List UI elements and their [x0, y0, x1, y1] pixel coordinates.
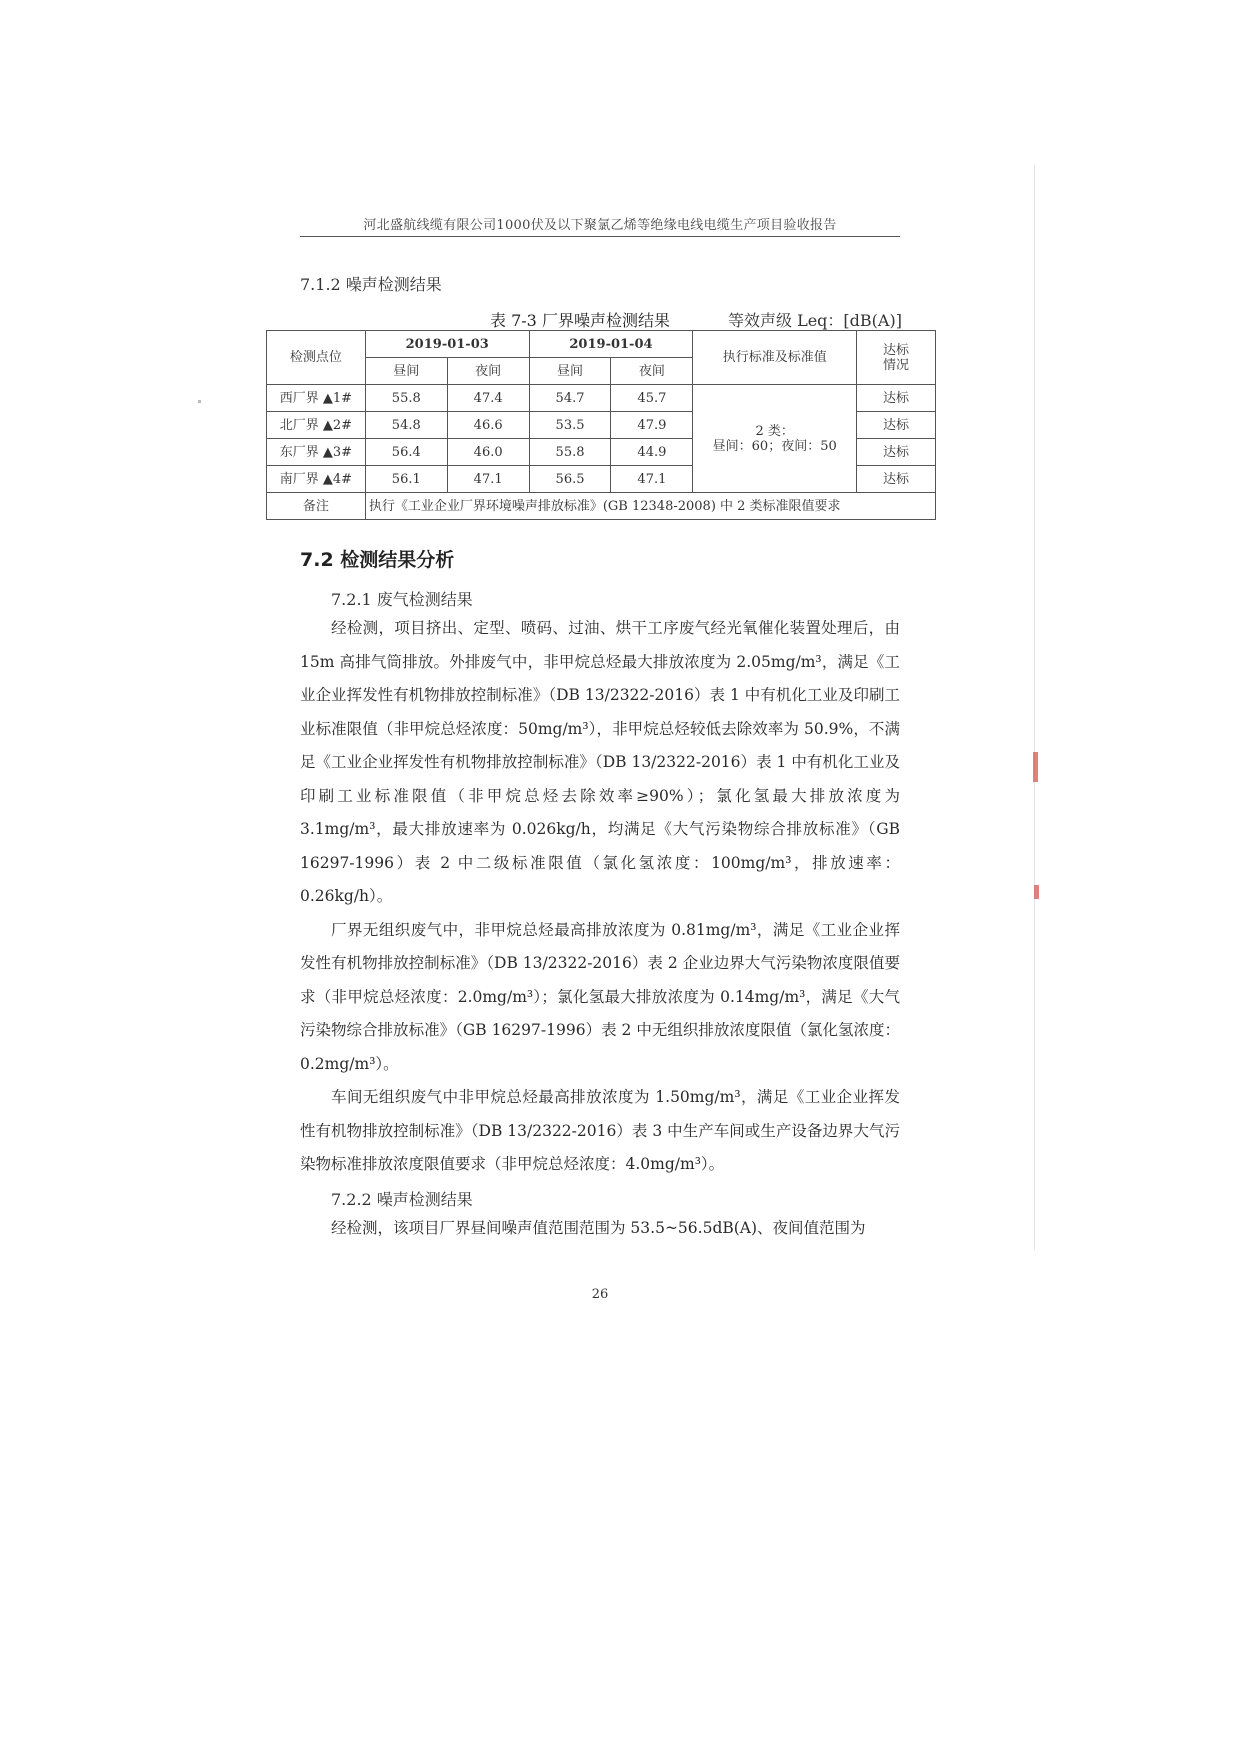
paragraph: 车间无组织废气中非甲烷总烃最高排放浓度为 1.50mg/m³，满足《工业企业挥发性有机物排放控制标准》（DB 13/2322-2016）表 3 中生产车间或生产设备边界大气污染物标准排放浓度限值要求（非甲烷总烃浓度：4.0mg/m³）。: [300, 1088, 900, 1173]
table-cell: 56.5: [529, 466, 611, 493]
table-cell: 55.8: [529, 439, 611, 466]
table-cell: 46.0: [447, 439, 529, 466]
table-cell: 56.1: [365, 466, 447, 493]
table-cell: 47.1: [611, 466, 693, 493]
table-cell: 53.5: [529, 412, 611, 439]
header-cell: 夜间: [611, 358, 693, 385]
table-cell: 55.8: [365, 385, 447, 412]
edge-mark: [1034, 885, 1039, 899]
section-title: 7.2 检测结果分析: [300, 549, 455, 571]
header-cell: 2019-01-03: [365, 331, 529, 358]
scan-speck: [198, 400, 201, 403]
header-cell: [857, 331, 936, 385]
table-cell: 达标: [857, 412, 936, 439]
table-cell: 南厂界 ▲4#: [267, 466, 366, 493]
header-cell: 2019-01-04: [529, 331, 693, 358]
table-cell: 44.9: [611, 439, 693, 466]
table-cell: 54.8: [365, 412, 447, 439]
header-result-line: 达标: [883, 342, 910, 358]
page-number: 26: [591, 1287, 609, 1302]
standard-cell: [693, 385, 857, 493]
table-header-row: [267, 331, 936, 358]
header-result-line: 情况: [883, 357, 910, 373]
table-cell: 达标: [857, 466, 936, 493]
standard-line: 2 类：: [755, 423, 794, 439]
body-paragraphs: [300, 612, 900, 1182]
section-heading: 7.1.2 噪声检测结果: [300, 275, 442, 294]
scan-edge-line: [1034, 165, 1035, 1250]
table-cell: 东厂界 ▲3#: [267, 439, 366, 466]
table-cell: 45.7: [611, 385, 693, 412]
table-cell: 46.6: [447, 412, 529, 439]
paragraph: 经检测，该项目厂界昼间噪声值范围范围为 53.5~56.5dB(A)、夜间值范围为: [331, 1219, 866, 1237]
table-unit: 等效声级 Leq：[dB(A)]: [728, 311, 902, 330]
header-cell: 检测点位: [267, 331, 366, 385]
subsection-heading: 7.2.1 废气检测结果: [331, 590, 473, 609]
noise-table: [266, 330, 936, 520]
header-rule: [300, 236, 900, 237]
table-cell: 47.4: [447, 385, 529, 412]
paragraph: 经检测，项目挤出、定型、喷码、过油、烘干工序废气经光氧催化装置处理后，由 15m 高排气筒排放。外排废气中，非甲烷总烃最大排放浓度为 2.05mg/m³，满足《工业企业挥发性有机物排放控制标准》（DB 13/2322-2016）表 1 中有机化工业及印刷工业标准限值（非甲烷总烃浓度：50mg/m³），非甲烷总烃较低去除效率为 50.9%，不满足《工业企业挥发性有机物排放控制标准》（DB 13/2322-2016）表 1 中有机化工业及印刷工业标准限值（非甲烷总烃去除效率≥90%）；氯化氢最大排放浓度为 3.1mg/m³，最大排放速率为 0.026kg/h，均满足《大气污染物综合排放标准》（GB 16297-1996）表 2 中二级标准限值（氯化氢浓度：100mg/m³，排放速率：0.26kg/h）。: [300, 619, 900, 905]
table-cell: 54.7: [529, 385, 611, 412]
table-cell: 达标: [857, 439, 936, 466]
report-header: 河北盛航线缆有限公司1000伏及以下聚氯乙烯等绝缘电线电缆生产项目验收报告: [363, 218, 837, 233]
note-label: 备注: [267, 493, 366, 520]
header-cell: 执行标准及标准值: [693, 331, 857, 385]
table-note-row: [267, 493, 936, 520]
subsection-heading: 7.2.2 噪声检测结果: [331, 1190, 473, 1209]
header-cell: 昼间: [365, 358, 447, 385]
table-caption: 表 7-3 厂界噪声检测结果: [490, 311, 670, 330]
table-cell: 西厂界 ▲1#: [267, 385, 366, 412]
table-cell: 47.1: [447, 466, 529, 493]
table-cell: 达标: [857, 385, 936, 412]
paragraph: 厂界无组织废气中，非甲烷总烃最高排放浓度为 0.81mg/m³，满足《工业企业挥发性有机物排放控制标准》（DB 13/2322-2016）表 2 企业边界大气污染物浓度限值要求（非甲烷总烃浓度：2.0mg/m³）；氯化氢最大排放浓度为 0.14mg/m³，满足《大气污染物综合排放标准》（GB 16297-1996）表 2 中无组织排放浓度限值（氯化氢浓度：0.2mg/m³）。: [300, 920, 900, 1073]
header-cell: 昼间: [529, 358, 611, 385]
table-cell: 北厂界 ▲2#: [267, 412, 366, 439]
header-cell: 夜间: [447, 358, 529, 385]
table-cell: 47.9: [611, 412, 693, 439]
edge-mark: [1033, 752, 1038, 782]
standard-line: 昼间：60；夜间：50: [712, 438, 837, 454]
table-row: [267, 385, 936, 412]
note-text: 执行《工业企业厂界环境噪声排放标准》(GB 12348-2008) 中 2 类标准限值要求: [365, 493, 935, 520]
body-paragraphs: [300, 1212, 900, 1246]
table-cell: 56.4: [365, 439, 447, 466]
